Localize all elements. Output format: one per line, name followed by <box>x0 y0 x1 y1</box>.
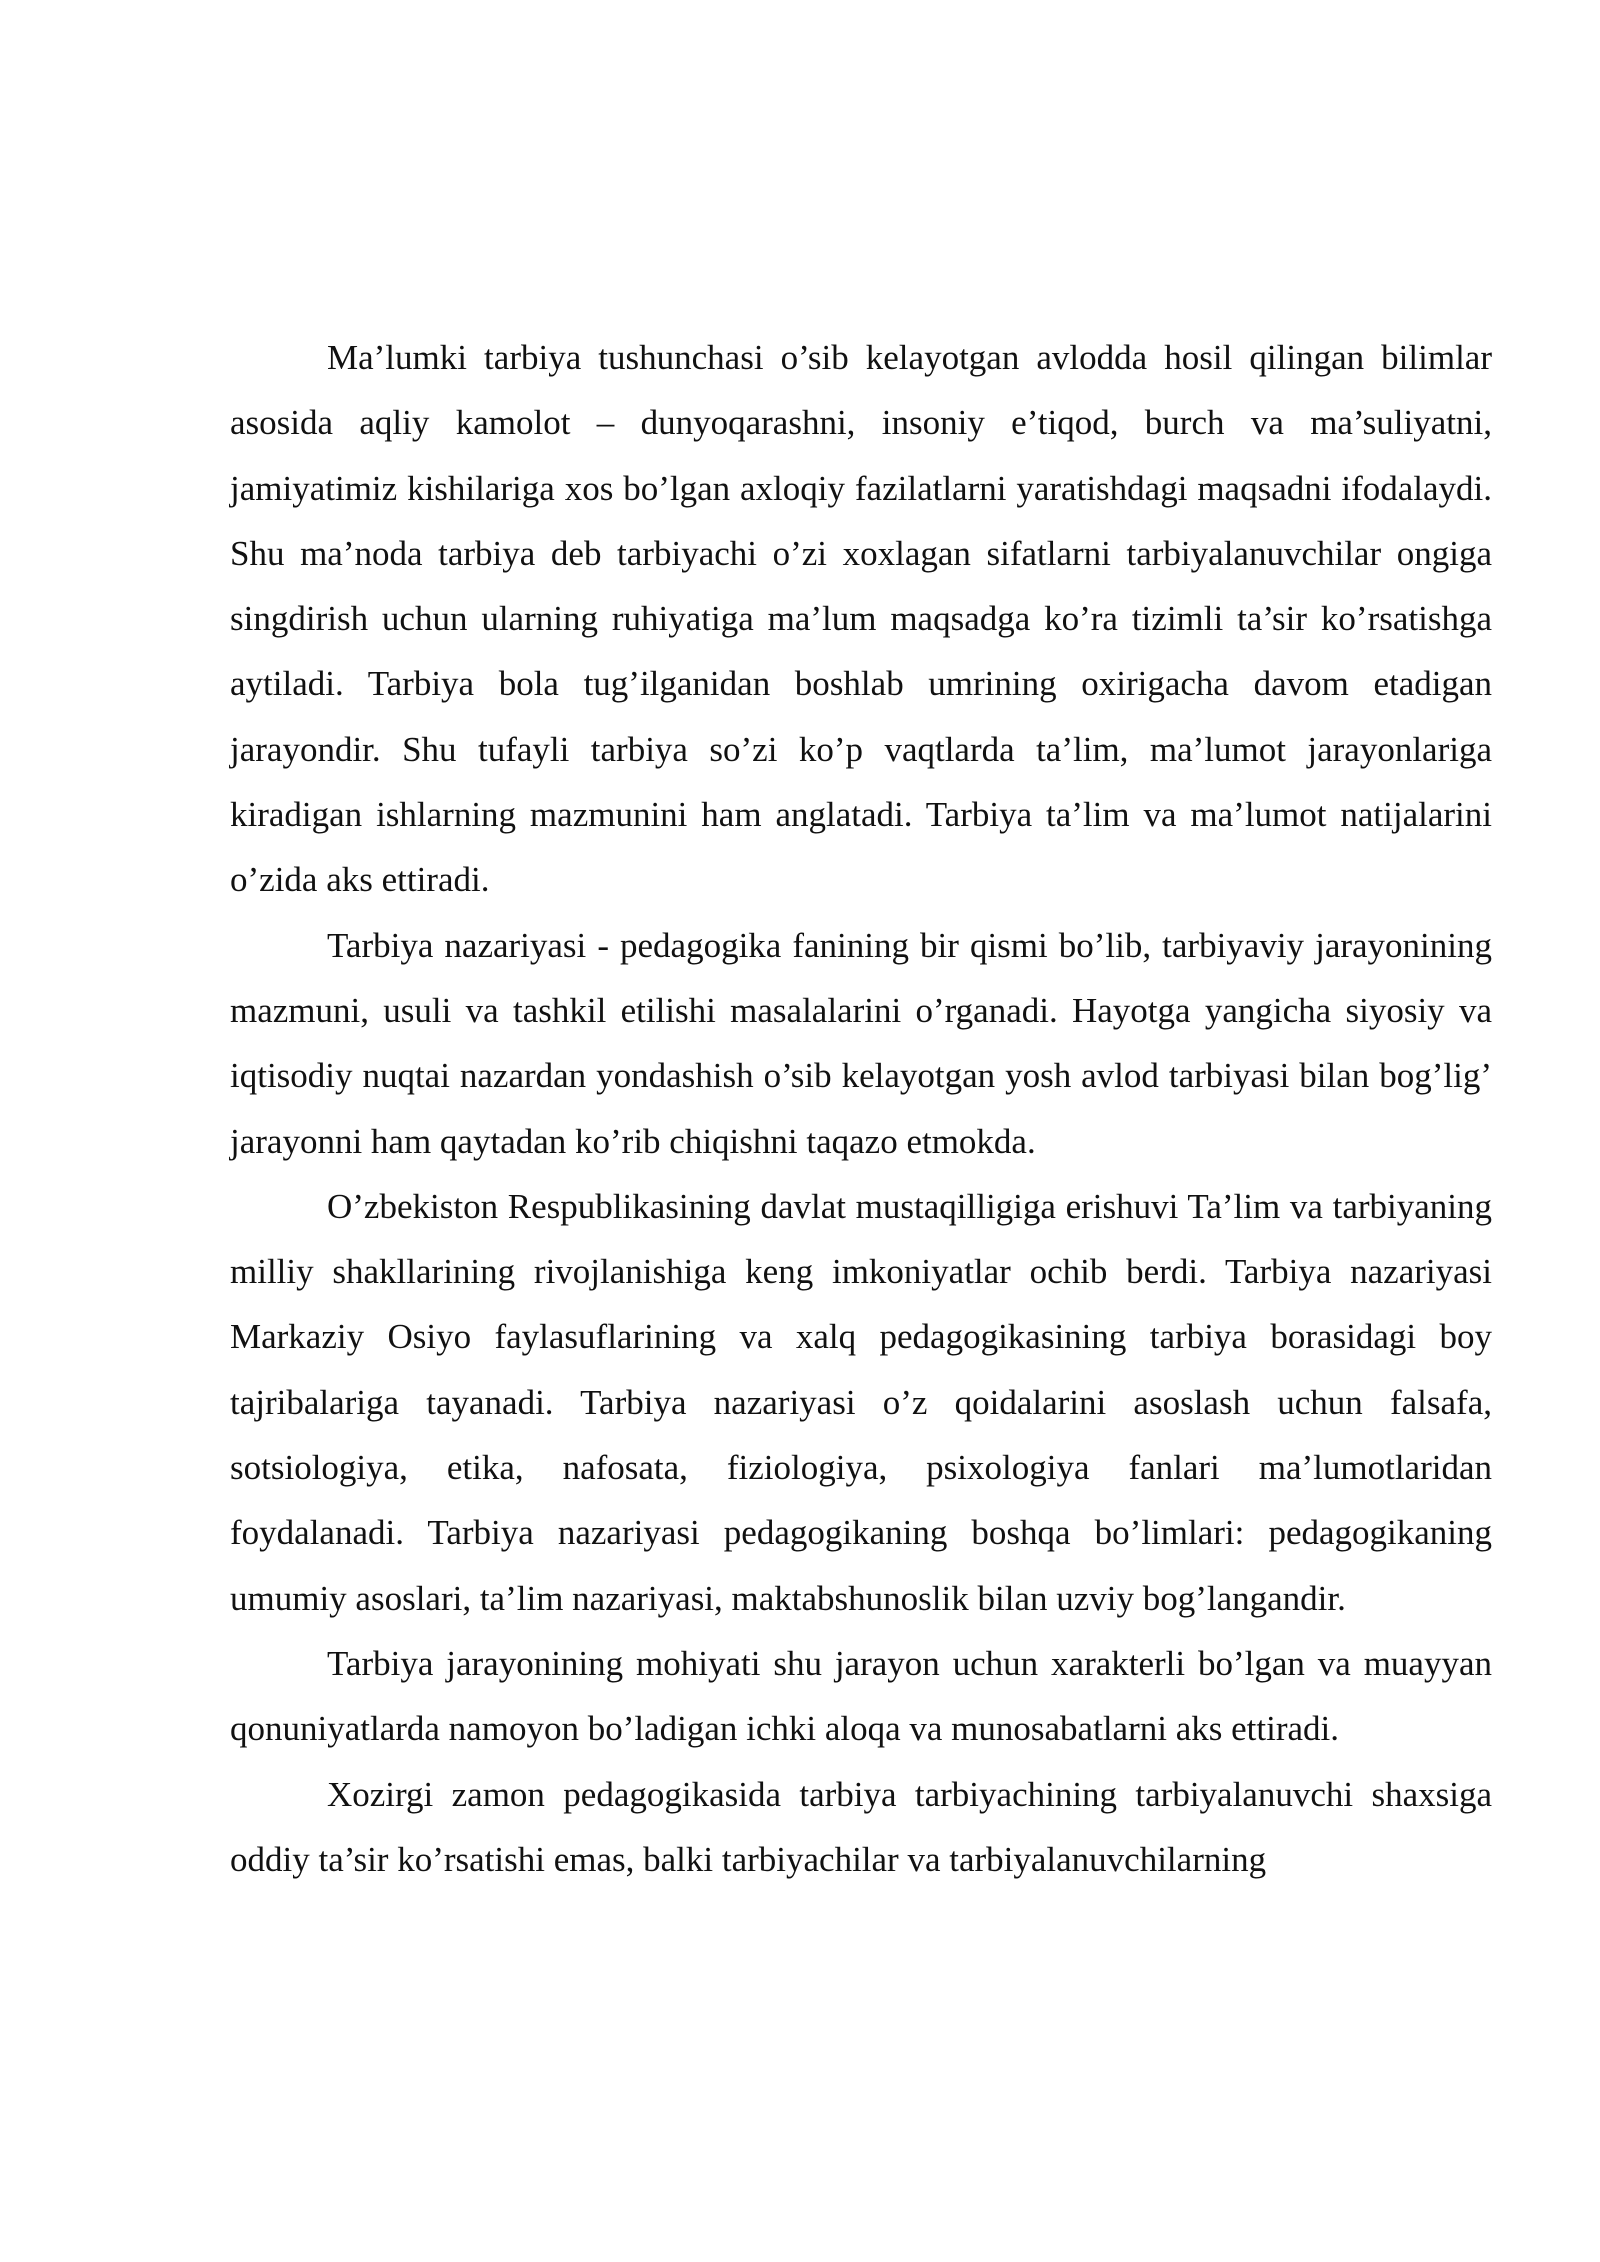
document-body <box>230 325 1492 1892</box>
paragraph-2: Tarbiya nazariyasi - pedagogika fanining bir qismi bo’lib, tarbiyaviy jarayonining mazmuni, usuli va tashkil etilishi masalalarini o’rganadi. Hayotga yangicha siyosiy va iqtisodiy nuqtai nazardan yondashish o’sib kelayotgan yosh avlod tarbiyasi bilan bog’lig’ jarayonni ham qaytadan ko’rib chiqishni taqazo etmokda. <box>230 925 1492 1161</box>
paragraph-3: O’zbekiston Respublikasining davlat mustaqilligiga erishuvi Ta’lim va tarbiyaning milliy shakllarining rivojlanishiga keng imkoniyatlar ochib berdi. Tarbiya nazariyasi Markaziy Osiyo faylasuflarining va xalq pedagogikasining tarbiya borasidagi boy tajribalariga tayanadi. Tarbiya nazariyasi o’z qoidalarini asoslash uchun falsafa, sotsiologiya, etika, nafosata, fiziologiya, psixologiya fanlari ma’lumotlaridan foydalanadi. Tarbiya nazariyasi pedagogikaning boshqa bo’limlari: pedagogikaning umumiy asoslari, ta’lim nazariyasi, maktabshunoslik bilan uzviy bog’langandir. <box>230 1186 1492 1618</box>
paragraph-1: Ma’lumki tarbiya tushunchasi o’sib kelayotgan avlodda hosil qilingan bilimlar asosida aqliy kamolot – dunyoqarashni, insoniy e’tiqod, burch va ma’suliyatni, jamiyatimiz kishilariga xos bo’lgan axloqiy fazilatlarni yaratishdagi maqsadni ifodalaydi. Shu ma’noda tarbiya deb tarbiyachi o’zi xoxlagan sifatlarni tarbiyalanuvchilar ongiga singdirish uchun ularning ruhiyatiga ma’lum maqsadga ko’ra tizimli ta’sir ko’rsatishga aytiladi. Tarbiya bola tug’ilganidan boshlab umrining oxirigacha davom etadigan jarayondir. Shu tufayli tarbiya so’zi ko’p vaqtlarda ta’lim, ma’lumot jarayonlariga kiradigan ishlarning mazmunini ham anglatadi. Tarbiya ta’lim va ma’lumot natijalarini o’zida aks ettiradi. <box>230 338 1492 900</box>
paragraph-4: Tarbiya jarayonining mohiyati shu jarayon uchun xarakterli bo’lgan va muayyan qonuniyatlarda namoyon bo’ladigan ichki aloqa va munosabatlarni aks ettiradi. <box>230 1643 1492 1749</box>
paragraph-5: Xozirgi zamon pedagogikasida tarbiya tarbiyachining tarbiyalanuvchi shaxsiga oddiy ta’sir ko’rsatishi emas, balki tarbiyachilar va tarbiyalanuvchilarning <box>230 1774 1492 1879</box>
